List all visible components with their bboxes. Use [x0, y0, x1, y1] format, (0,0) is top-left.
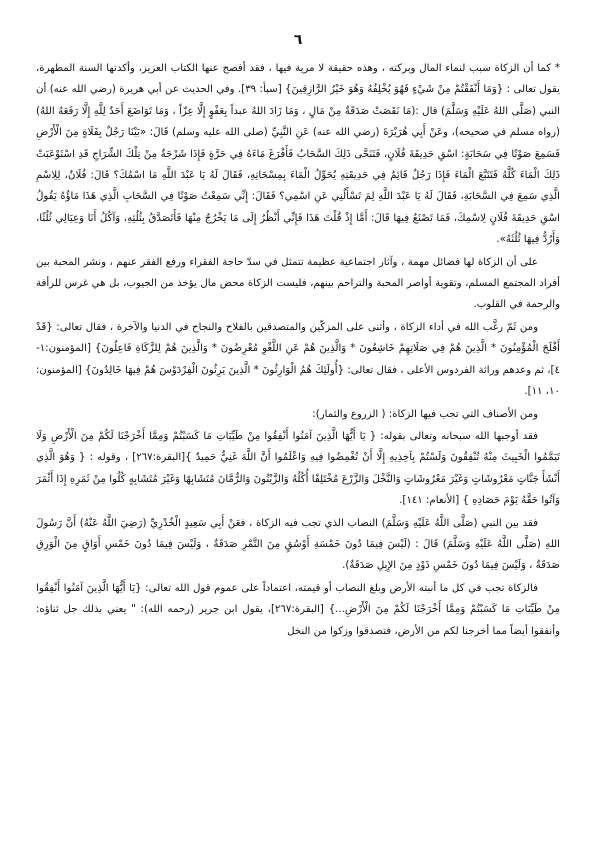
paragraph-categories-heading: ومن الأصناف التي تجب فيها الزكاة: ( الزروع والثمار):	[312, 408, 538, 420]
paragraph-social-virtues: على أن الزكاة لها فضائل مهمة ، وآثار اجتماعية عظيمة تتمثل في سدّ حاجة الفقراء ورفع الفقر عنهم ، ونشر المحبة بين أفراد المجتمع المسلم، وتقوية أواصر المحبة والتراحم بينهم، فليست الزكاة محض مال يؤخذ من الجيوب، بل هي غرس للرأفة والرحمة في القلوب.	[36, 256, 560, 311]
paragraph-obligation-verses: فقد أوجبها الله سبحانه وتعالى بقوله: { يَا أَيُّهَا الَّذِينَ آمَنُوا أَنْفِقُوا مِنْ طَيِّبَاتِ مَا كَسَبْتُمْ وَمِمَّا أَخْرَجْنَا لَكُمْ مِنَ الْأَرْضِ وَلَا تَيَمَّمُوا الْخَبِيثَ مِنْهُ تُنْفِقُونَ وَلَسْتُمْ بِآخِذِيهِ إِلَّا أَنْ تُغْمِضُوا فِيهِ وَاعْلَمُوا أَنَّ اللَّهَ غَنِيٌّ حَمِيدٌ }[البقرة:٢٦٧] ، وقوله : { وَهُوَ الَّذِي أَنْشَأَ جَنَّاتٍ مَعْرُوشَاتٍ وَغَيْرَ مَعْرُوشَاتٍ وَالنَّخْلَ وَالزَّرْعَ مُخْتَلِفًا أُكُلُهُ وَالزَّيْتُونَ وَالرُّمَّانَ مُتَشَابِهًا وَغَيْرَ مُتَشَابِهٍ كُلُوا مِنْ ثَمَرِهِ إِذَا أَثْمَرَ وَآتُوا حَقَّهُ يَوْمَ حَصَادِهِ } [الأنعام: ١٤١].	[36, 430, 560, 507]
body-text	[36, 58, 560, 642]
paragraph-nisab-hadith: فقد بين النبي (صَلَّى اللَّهُ عَلَيْهِ وَسَلَّمَ) النصاب الذي تجب فيه الزكاة ، فعَنْ أَبِي سَعِيدٍ الْخُدْرِيِّ (رَضِيَ اللَّهُ عَنْهُ) أَنَّ رَسُولَ اللهِ (صَلَّى اللَّهُ عَلَيْهِ وَسَلَّمَ) قَالَ : (لَيْسَ فِيمَا دُونَ خَمْسَةِ أَوْسُقٍ مِنَ التَّمْرِ صَدَقَةٌ ، وَلَيْسَ فِيمَا دُونَ خَمْسِ أَوَاقٍ مِنَ الْوَرِقِ صَدَقَةٌ ، وَلَيْسَ فِيمَا دُونَ خَمْسِ ذَوْدٍ مِنَ الإِبِلِ صَدَقَةٌ).	[36, 517, 560, 572]
paragraph-encouragement: ومن ثَمّ رغَّب الله في أداء الزكاة ، وأثنى على المزكّين والمتصدقين بالفلاح والنجاح في الدنيا والآخرة ، فقال تعالى: {قَدْ أَفْلَحَ الْمُؤْمِنُونَ * الَّذِينَ هُمْ فِي صَلَاتِهِمْ خَاشِعُونَ * وَالَّذِينَ هُمْ عَنِ اللَّغْوِ مُعْرِضُونَ * وَالَّذِينَ هُمْ لِلزَّكَاةِ فَاعِلُونَ} [المؤمنون:١- ٤]، ثم وعدهم وراثة الفردوس الأعلى ، فقال تعالى: {أُولَئِكَ هُمُ الْوَارِثُونَ * الَّذِينَ يَرِثُونَ الْفِرْدَوْسَ هُمْ فِيهَا خَالِدُونَ} [المؤمنون: ١٠، ١١].	[36, 321, 560, 398]
paragraph-what-earth-produces: فالزكاة تجب في كل ما أنبته الأرض وبلغ النصاب أو قيمته، اعتماداً على عموم قول الله تعالى: {يَا أَيُّهَا الَّذِينَ آمَنُوا أَنْفِقُوا مِنْ طَيِّبَاتِ مَا كَسَبْتُمْ وَمِمَّا أَخْرَجْنَا لَكُمْ مِنَ الْأَرْضِ...} [البقرة:٢٦٧]، يقول ابن جرير (رحمه الله): " يعني بذلك جل ثناؤه: وأنفقوا أيضاً مما أخرجنا لكم من الأرض، فتصدقوا وزكوا من النخل	[36, 582, 561, 637]
page-number: ٦	[293, 32, 303, 48]
paragraph-zakat-growth: * كما أن الزكاة سبب لنماء المال وبركته ، وهذه حقيقة لا مرية فيها ، فقد أفصح عنها الكتاب العزيز، وأكدتها السنة المطهرة، يقول تعالى : {وَمَا أَنْفَقْتُمْ مِنْ شَيْءٍ فَهُوَ يُخْلِفُهُ وَهُوَ خَيْرُ الرَّازِقِينَ} [سبأ: ٣٩]. وفي الحديث عن أبي هريرة (رضي الله عنه) أن النبي (صَلَّى اللهُ عَلَيْهِ وَسَلَّمَ) قال :(مَا نَقَصَتْ صَدَقَةٌ مِنْ مَالٍ ، وَمَا زَادَ اللهُ عبداً بِعَفْوٍ إِلَّا عِزّاً ، وَمَا تَوَاضَعَ أَحَدٌ لِلَّهِ إِلَّا رَفَعَهُ اللهُ) (رواه مسلم في صحيحه)، وعَنْ أَبِي هُرَيْرَةَ (رضي الله عنه) عَنِ النَّبِيِّ (صلى الله عليه وسلم) قَالَ: «بَيْنَا رَجُلٌ بِفَلَاةٍ مِنَ الْأَرْضِ فَسَمِعَ صَوْتًا فِي سَحَابَةٍ: اسْقِ حَدِيقَةَ فُلَانٍ، فَتَنَحَّى ذَلِكَ السَّحَابُ فَأَفْرَغَ مَاءَهُ فِي حَرَّةٍ فَإِذَا شَرْجَةٌ مِنْ تِلْكَ الشِّرَاجِ قَدِ اسْتَوْعَبَتْ ذَلِكَ الْمَاءَ كُلَّهُ فَتَتَبَّعَ الْمَاءَ فَإِذَا رَجُلٌ قَائِمٌ فِي حَدِيقَتِهِ يُحَوِّلُ الْمَاءَ بِمِسْحَاتِهِ، فَقَالَ لَهُ يَا عَبْدَ اللَّهِ مَا اسْمُكَ؟ قَالَ: فُلَانٌ، لِلِاسْمِ الَّذِي سَمِعَ فِي السَّحَابَةِ، فَقَالَ لَهُ يَا عَبْدَ اللَّهِ لِمَ تَسْأَلُنِي عَنِ اسْمِي؟ فَقَالَ: إِنِّي سَمِعْتُ صَوْتًا فِي السَّحَابِ الَّذِي هَذَا مَاؤُهُ يَقُولُ اسْقِ حَدِيقَةَ فُلَانٍ لِاسْمِكَ، فَمَا تَصْنَعُ فِيهَا قَالَ: أَمَّا إِذْ قُلْتَ هَذَا فَإِنِّي أَنْظُرُ إِلَى مَا يَخْرُجُ مِنْهَا فَأَتَصَدَّقُ بِثُلُثِهِ، وَآكُلُ أَنَا وَعِيَالِي ثُلُثًا، وَأَرُدُّ فِيهَا ثُلُثَهُ».	[36, 63, 560, 246]
